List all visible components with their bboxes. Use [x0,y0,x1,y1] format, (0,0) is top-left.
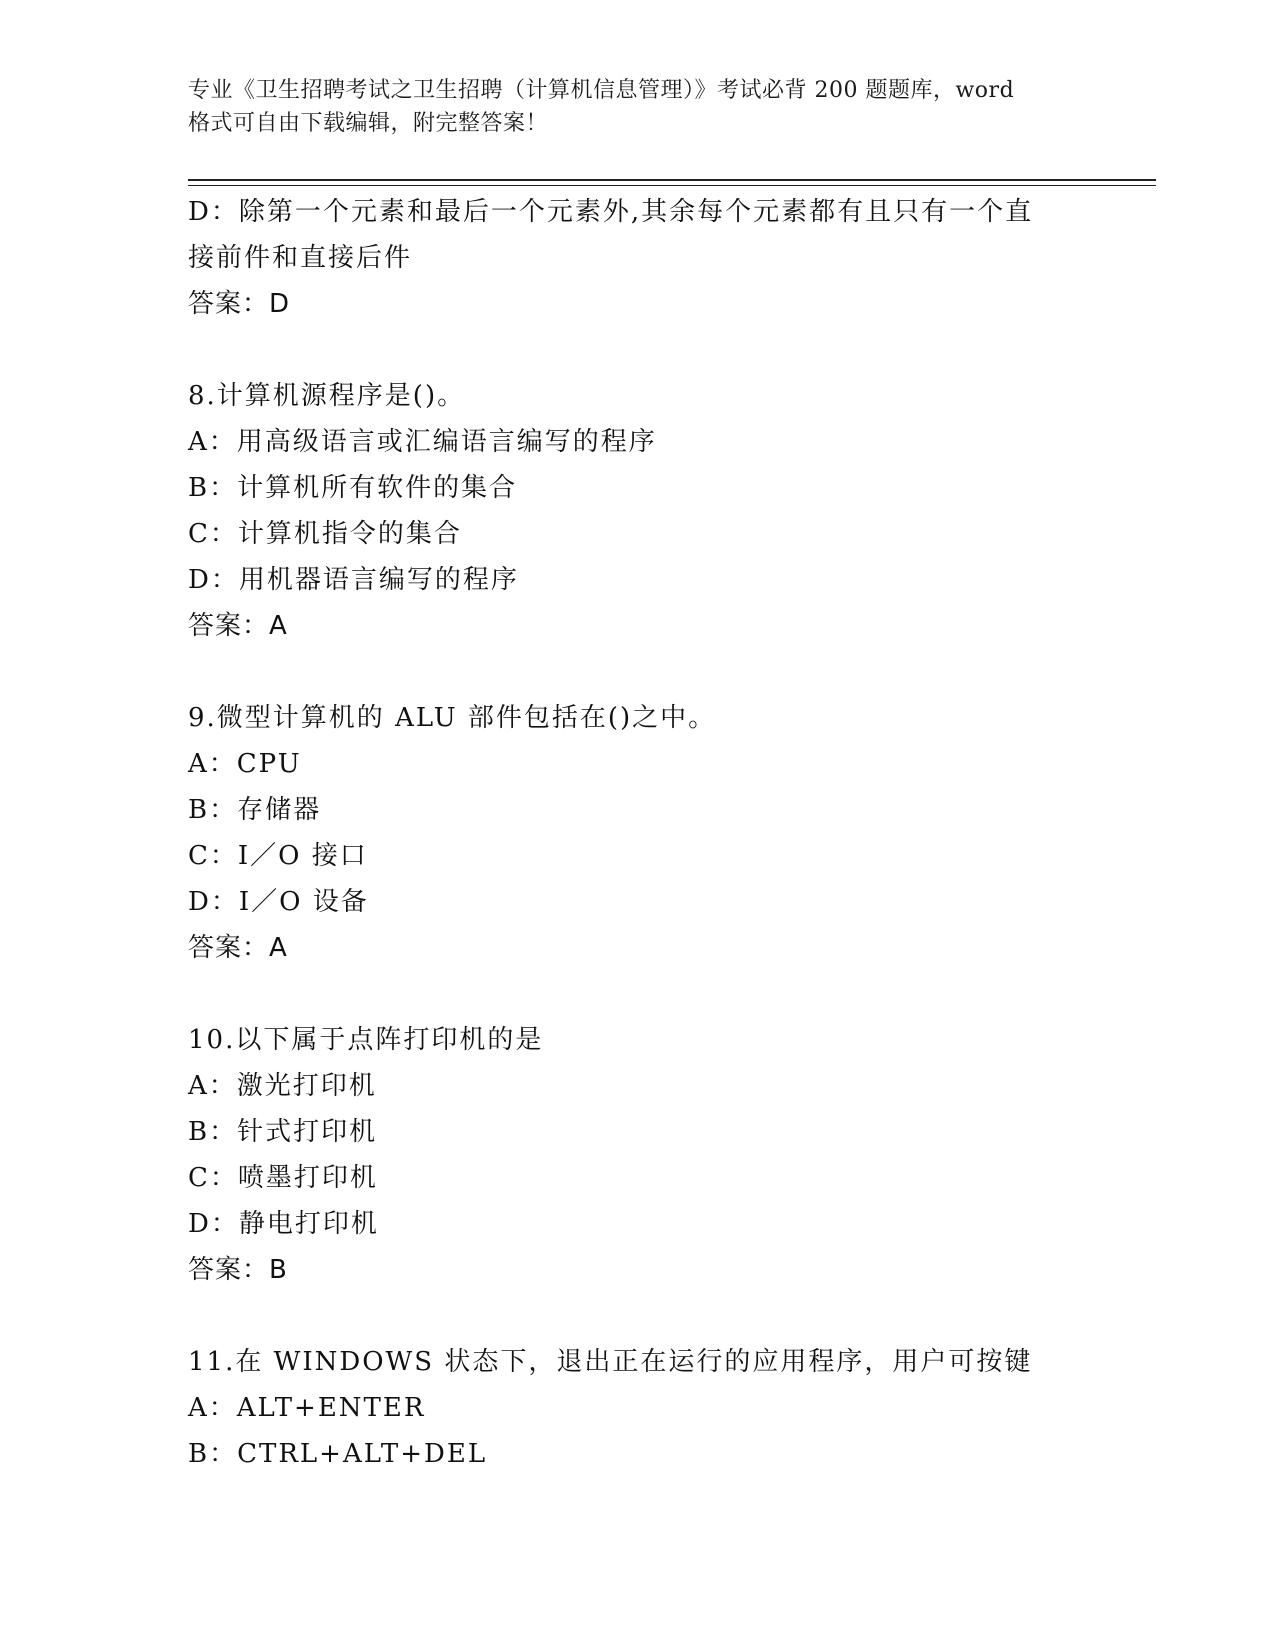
question-9 [188,695,1088,971]
question-text: 11.在 WINDOWS 状态下，退出正在运行的应用程序，用户可按键 [188,1347,1033,1377]
question-text: 9.微型计算机的 ALU 部件包括在()之中。 [188,703,717,733]
option-a: A：激光打印机 [188,1071,377,1101]
answer-line: 答案：A [188,611,288,641]
option-d: D：用机器语言编写的程序 [188,565,519,595]
answer-line: 答案：D [188,289,291,319]
continued-question [188,189,1088,327]
option-c: C：计算机指令的集合 [188,519,462,549]
option-b: B：存储器 [188,795,322,825]
header-divider-thin [188,185,1156,186]
question-8 [188,373,1088,649]
option-d-line-1: D：除第一个元素和最后一个元素外,其余每个元素都有且只有一个直 [188,197,1034,227]
option-b: B：针式打印机 [188,1117,378,1147]
header-line-2: 格式可自由下载编辑，附完整答案！ [188,111,549,136]
question-10 [188,1017,1088,1293]
question-text: 10.以下属于点阵打印机的是 [188,1025,544,1055]
option-a: A：ALT+ENTER [188,1393,426,1423]
option-b: B：CTRL+ALT+DEL [188,1439,488,1469]
question-list [188,189,1088,1477]
document-header [188,74,1088,140]
option-d-line-2: 接前件和直接后件 [188,243,413,273]
header-divider-thick [188,179,1156,181]
question-11 [188,1339,1088,1477]
answer-line: 答案：A [188,933,288,963]
option-a: A：CPU [188,749,302,779]
option-a: A：用高级语言或汇编语言编写的程序 [188,427,657,457]
option-c: C：喷墨打印机 [188,1163,378,1193]
option-d: D：I／O 设备 [188,887,369,917]
header-line-1: 专业《卫生招聘考试之卫生招聘（计算机信息管理）》考试必背 200 题题库，word [188,78,1015,103]
option-d: D：静电打印机 [188,1209,379,1239]
question-text: 8.计算机源程序是()。 [188,381,466,411]
answer-line: 答案：B [188,1255,288,1285]
option-c: C：I／O 接口 [188,841,368,871]
option-b: B：计算机所有软件的集合 [188,473,518,503]
